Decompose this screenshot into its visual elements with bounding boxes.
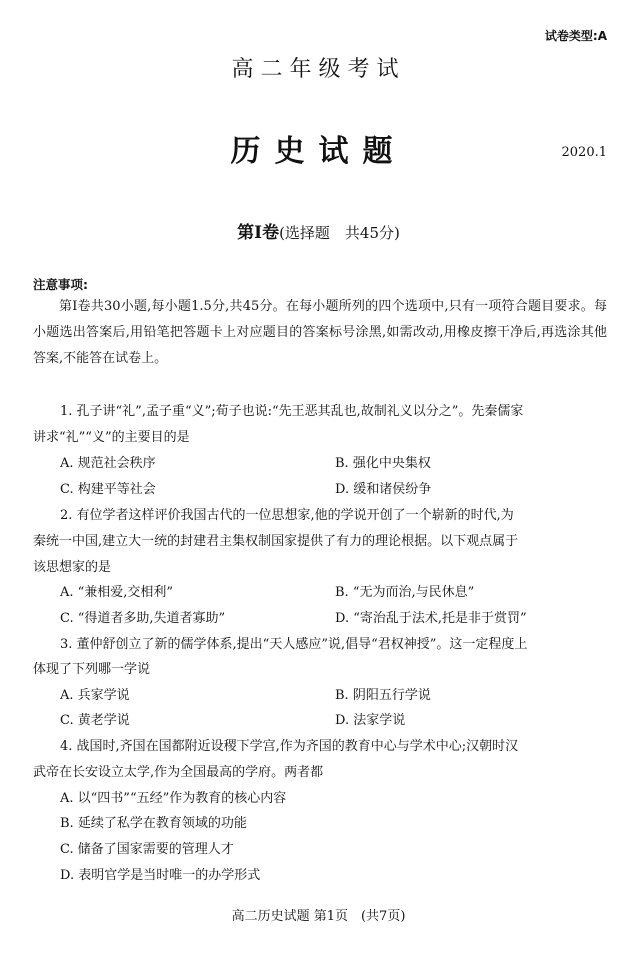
question-2-line-2: 秦统一中国,建立大一统的封建君主集权制国家提供了有力的理论根据。以下观点属于 bbox=[33, 534, 519, 549]
question-3-option-b: B. 阴阳五行学说 bbox=[335, 688, 431, 703]
question-4-option-a: A. 以“四书”“五经”作为教育的核心内容 bbox=[60, 791, 287, 806]
exam-title: 高二年级考试 bbox=[231, 57, 406, 82]
question-3-option-c: C. 黄老学说 bbox=[60, 713, 130, 728]
notice-text: 第Ⅰ卷共30小题,每小题1.5分,共45分。在每小题所列的四个选项中,只有一项符合题目要求。每小题选出答案后,用铅笔把答题卡上对应题目的答案标号涂黑,如需改动,用橡皮擦干净后,再选涂其他答案,不能答在试卷上。 bbox=[33, 299, 607, 366]
question-3-line-1: 3. 董仲舒创立了新的儒学体系,提出“天人感应”说,倡导“君权神授”。这一定程度上 bbox=[60, 637, 528, 652]
subject-title: 历史试题 bbox=[230, 134, 407, 169]
question-3-option-d: D. 法家学说 bbox=[335, 713, 406, 728]
question-3-option-a: A. 兵家学说 bbox=[60, 688, 130, 703]
question-2-option-b: B. “无为而治,与民休息” bbox=[335, 585, 475, 600]
question-1-line-1: 1. 孔子讲“礼”,孟子重“义”;荀子也说:“先王恶其乱也,故制礼义以分之”。先秦儒家 bbox=[60, 404, 524, 419]
question-2-option-d: D. “寄治乱于法术,托是非于赏罚” bbox=[335, 611, 527, 626]
question-1-line-2: 讲求“礼”“义”的主要目的是 bbox=[33, 430, 190, 445]
question-1-option-d: D. 缓和诸侯纷争 bbox=[335, 482, 432, 497]
section-title-rest: (选择题 共45分) bbox=[279, 224, 400, 242]
section-title-bold: 第Ⅰ卷 bbox=[237, 223, 280, 243]
question-1-option-c: C. 构建平等社会 bbox=[60, 482, 156, 497]
paper-type-label: 试卷类型:A bbox=[544, 29, 607, 43]
section-title bbox=[0, 218, 637, 243]
question-4-line-1: 4. 战国时,齐国在国都附近设稷下学宫,作为齐国的教育中心与学术中心;汉朝时汉 bbox=[60, 739, 519, 754]
question-2-option-a: A. “兼相爱,交相利” bbox=[60, 585, 174, 600]
question-1-option-a: A. 规范社会秩序 bbox=[60, 456, 156, 471]
question-2-option-c: C. “得道者多助,失道者寡助” bbox=[60, 611, 226, 626]
question-4-option-b: B. 延续了私学在教育领域的功能 bbox=[60, 816, 247, 831]
question-4-option-d: D. 表明官学是当时唯一的办学形式 bbox=[60, 868, 261, 883]
question-1-option-b: B. 强化中央集权 bbox=[335, 456, 431, 471]
question-4-option-c: C. 储备了国家需要的管理人才 bbox=[60, 842, 234, 857]
page-footer: 高二历史试题 第1页 (共7页) bbox=[231, 909, 406, 924]
question-2-line-1: 2. 有位学者这样评价我国古代的一位思想家,他的学说开创了一个崭新的时代,为 bbox=[60, 508, 514, 523]
question-3-line-2: 体现了下列哪一学说 bbox=[33, 662, 151, 677]
exam-date: 2020.1 bbox=[561, 145, 607, 160]
question-4-line-2: 武帝在长安设立太学,作为全国最高的学府。两者都 bbox=[33, 765, 324, 780]
notice-heading: 注意事项: bbox=[33, 277, 88, 292]
question-2-line-3: 该思想家的是 bbox=[33, 560, 112, 575]
